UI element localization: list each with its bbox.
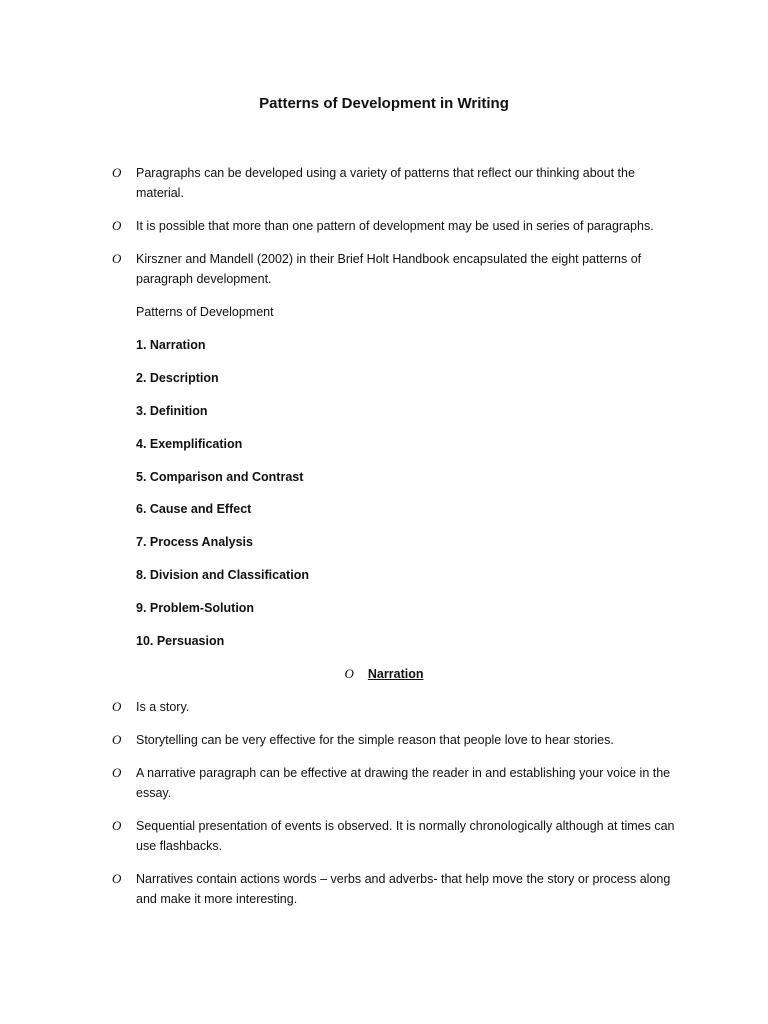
pattern-item: 5. Comparison and Contrast: [136, 470, 304, 484]
bullet-text: Storytelling can be very effective for the simple reason that people love to hear stories.: [136, 733, 614, 747]
page-title: Patterns of Development in Writing: [259, 95, 509, 112]
section-heading: [0, 664, 768, 684]
bullet-marker: O: [112, 732, 122, 747]
narration-bullet: [112, 869, 682, 909]
pattern-item: 10. Persuasion: [136, 634, 225, 648]
pattern-item: 7. Process Analysis: [136, 535, 253, 549]
pattern-item: 9. Problem-Solution: [136, 601, 255, 615]
bullet-text: Is a story.: [136, 700, 190, 714]
pattern-item: 2. Description: [136, 371, 219, 385]
narration-bullet: [112, 763, 682, 803]
bullet-marker: O: [112, 251, 122, 266]
pattern-item: 8. Division and Classification: [136, 568, 309, 582]
pattern-item: 6. Cause and Effect: [136, 502, 252, 516]
bullet-text: Paragraphs can be developed using a variety of patterns that reflect our thinking about the material.: [136, 166, 635, 200]
patterns-heading: Patterns of Development: [136, 305, 274, 319]
bullet-text: Kirszner and Mandell (2002) in their Brief Holt Handbook encapsulated the eight patterns of paragraph development.: [136, 252, 642, 286]
pattern-item: 3. Definition: [136, 404, 208, 418]
bullet-marker: O: [112, 218, 122, 233]
narration-heading: Narration: [367, 667, 424, 681]
bullet-text: Sequential presentation of events is observed. It is normally chronologically although at times can use flashbacks.: [136, 819, 675, 853]
intro-bullet: [112, 249, 682, 289]
pattern-item: 1. Narration: [136, 338, 206, 352]
intro-bullet: [112, 163, 682, 203]
bullet-text: A narrative paragraph can be effective at drawing the reader in and establishing your voice in the essay.: [136, 766, 671, 800]
bullet-marker: O: [344, 666, 354, 681]
narration-bullet: [112, 816, 682, 856]
bullet-text: Narratives contain actions words – verbs and adverbs- that help move the story or process along and make it more interesting.: [136, 872, 671, 906]
pattern-item: 4. Exemplification: [136, 437, 243, 451]
bullet-marker: O: [112, 765, 122, 780]
bullet-text: It is possible that more than one pattern of development may be used in series of paragraphs.: [136, 219, 654, 233]
bullet-marker: O: [112, 699, 122, 714]
bullet-marker: O: [112, 165, 122, 180]
narration-bullet: [112, 730, 682, 750]
intro-bullet: [112, 216, 682, 236]
narration-bullet: [112, 697, 682, 717]
bullet-marker: O: [112, 818, 122, 833]
bullet-marker: O: [112, 871, 122, 886]
